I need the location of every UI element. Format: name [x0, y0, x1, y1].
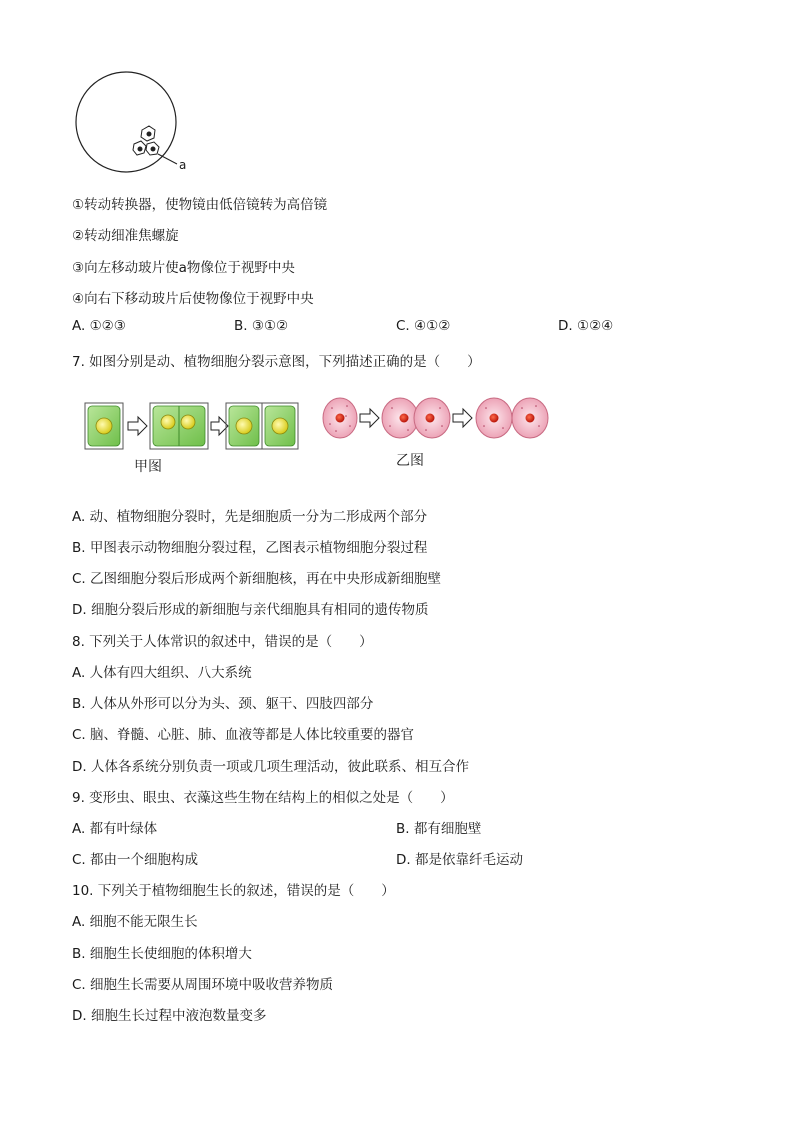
q8-option-d[interactable]: D. 人体各系统分别负责一项或几项生理活动，彼此联系、相互合作 — [72, 759, 469, 775]
q7-option-b[interactable]: B. 甲图表示动物细胞分裂过程，乙图表示植物细胞分裂过程 — [72, 540, 428, 556]
q9-option-b[interactable]: B. 都有细胞壁 — [396, 821, 482, 837]
q7-stem: 7. 如图分别是动、植物细胞分裂示意图，下列描述正确的是（ ） — [72, 354, 481, 370]
q10-option-c[interactable]: C. 细胞生长需要从周围环境中吸收营养物质 — [72, 977, 334, 993]
cell-cluster — [133, 126, 159, 155]
q8-stem: 8. 下列关于人体常识的叙述中，错误的是（ ） — [72, 634, 373, 650]
step-3: ③向左移动玻片使a物像位于视野中央 — [72, 260, 295, 276]
q8-option-b[interactable]: B. 人体从外形可以分为头、颈、躯干、四肢四部分 — [72, 696, 374, 712]
step-2: ②转动细准焦螺旋 — [72, 228, 179, 244]
step-1: ①转动转换器，使物镜由低倍镜转为高倍镜 — [72, 197, 328, 213]
step-4: ④向右下移动玻片后使物像位于视野中央 — [72, 291, 314, 307]
caption-yi: 乙图 — [396, 453, 424, 469]
q9-stem: 9. 变形虫、眼虫、衣藻这些生物在结构上的相似之处是（ ） — [72, 790, 454, 806]
q9-option-a[interactable]: A. 都有叶绿体 — [72, 821, 158, 837]
caption-jia: 甲图 — [134, 459, 162, 475]
q6-option-d[interactable]: D. ①②④ — [558, 318, 614, 334]
q10-option-b[interactable]: B. 细胞生长使细胞的体积增大 — [72, 946, 252, 962]
q8-option-c[interactable]: C. 脑、脊髓、心脏、肺、血液等都是人体比较重要的器官 — [72, 727, 415, 743]
q8-option-a[interactable]: A. 人体有四大组织、八大系统 — [72, 665, 252, 681]
plant-cell-division-figure — [84, 402, 304, 450]
q6-option-b[interactable]: B. ③①② — [234, 318, 289, 334]
q9-option-d[interactable]: D. 都是依靠纤毛运动 — [396, 852, 523, 868]
q10-option-d[interactable]: D. 细胞生长过程中液泡数量变多 — [72, 1008, 267, 1024]
q6-option-c[interactable]: C. ④①② — [396, 318, 451, 334]
q7-option-a[interactable]: A. 动、植物细胞分裂时，先是细胞质一分为二形成两个部分 — [72, 509, 428, 525]
q10-stem: 10. 下列关于植物细胞生长的叙述，错误的是（ ） — [72, 883, 395, 899]
q9-option-c[interactable]: C. 都由一个细胞构成 — [72, 852, 199, 868]
animal-cell-division-figure — [322, 396, 550, 442]
q6-option-a[interactable]: A. ①②③ — [72, 318, 126, 334]
q10-option-a[interactable]: A. 细胞不能无限生长 — [72, 914, 198, 930]
figure-label-a: a — [179, 158, 187, 172]
q7-option-d[interactable]: D. 细胞分裂后形成的新细胞与亲代细胞具有相同的遗传物质 — [72, 602, 429, 618]
q7-option-c[interactable]: C. 乙图细胞分裂后形成两个新细胞核，再在中央形成新细胞壁 — [72, 571, 442, 587]
microscope-field-figure — [74, 72, 194, 182]
